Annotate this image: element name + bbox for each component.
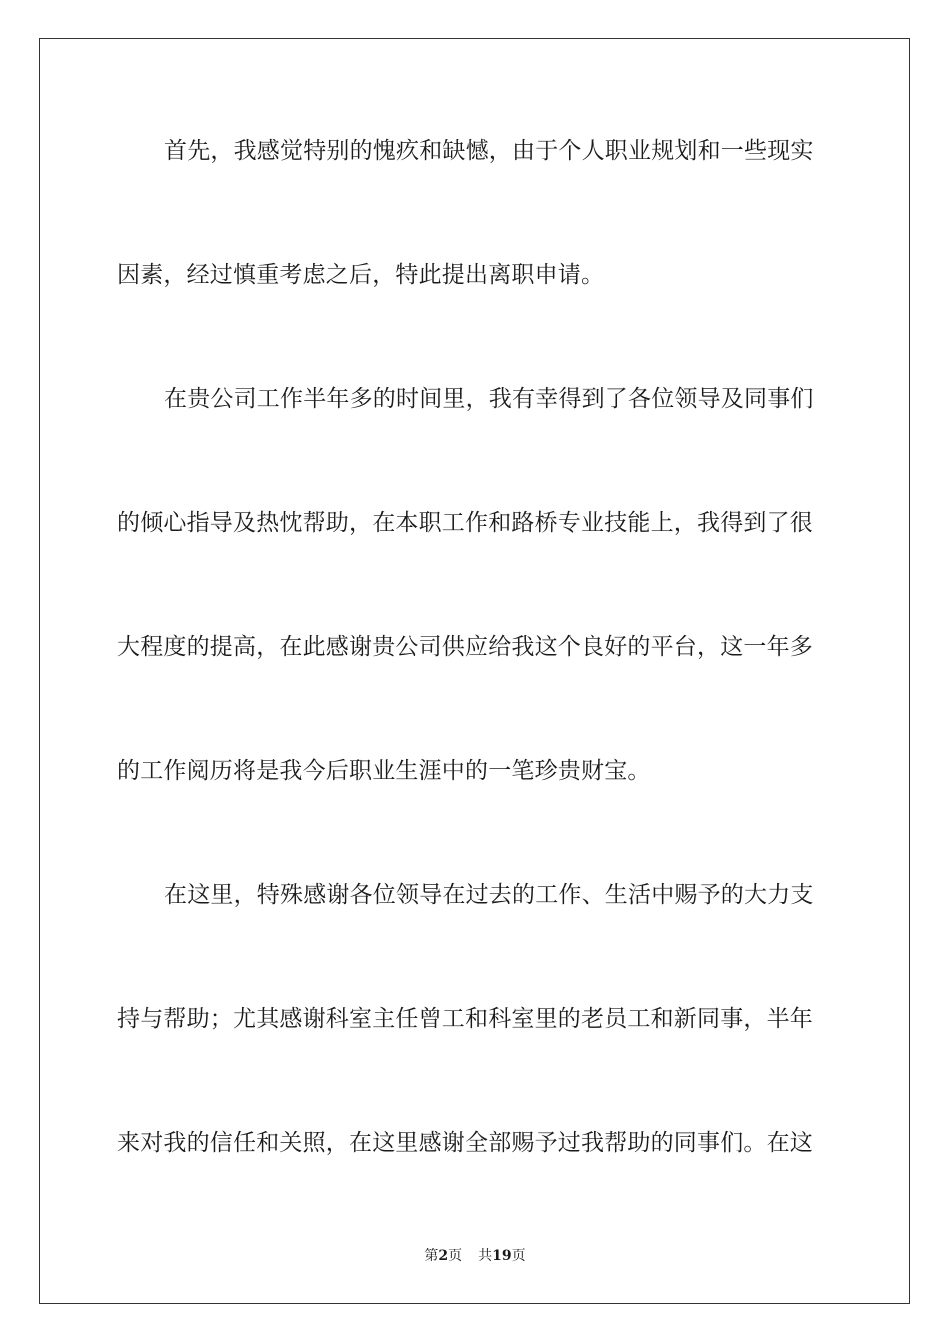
page-suffix: 页 xyxy=(448,1248,463,1264)
page-prefix: 第 xyxy=(424,1248,439,1264)
paragraph-3-line-1: 在这里，特殊感谢各位领导在过去的工作、生活中赐予的大力支 xyxy=(164,882,814,908)
page-number: 2 xyxy=(438,1248,449,1264)
page-footer xyxy=(0,1247,950,1265)
total-pages: 19 xyxy=(492,1248,512,1264)
paragraph-2-line-3: 大程度的提高，在此感谢贵公司供应给我这个良好的平台，这一年多 xyxy=(117,634,813,660)
total-suffix: 页 xyxy=(511,1248,526,1264)
paragraph-1-line-2: 因素，经过慎重考虑之后，特此提出离职申请。 xyxy=(117,262,605,288)
total-prefix: 共 xyxy=(478,1248,493,1264)
paragraph-2-line-1: 在贵公司工作半年多的时间里，我有幸得到了各位领导及同事们 xyxy=(164,386,814,412)
paragraph-2-line-2: 的倾心指导及热忱帮助，在本职工作和路桥专业技能上，我得到了很 xyxy=(117,510,813,536)
paragraph-1-line-1: 首先，我感觉特别的愧疚和缺憾，由于个人职业规划和一些现实 xyxy=(164,138,814,164)
paragraph-3-line-3: 来对我的信任和关照，在这里感谢全部赐予过我帮助的同事们。在这 xyxy=(117,1130,813,1156)
page-border xyxy=(39,38,910,1304)
paragraph-3-line-2: 持与帮助；尤其感谢科室主任曾工和科室里的老员工和新同事，半年 xyxy=(117,1006,813,1032)
paragraph-2-line-4: 的工作阅历将是我今后职业生涯中的一笔珍贵财宝。 xyxy=(117,758,651,784)
